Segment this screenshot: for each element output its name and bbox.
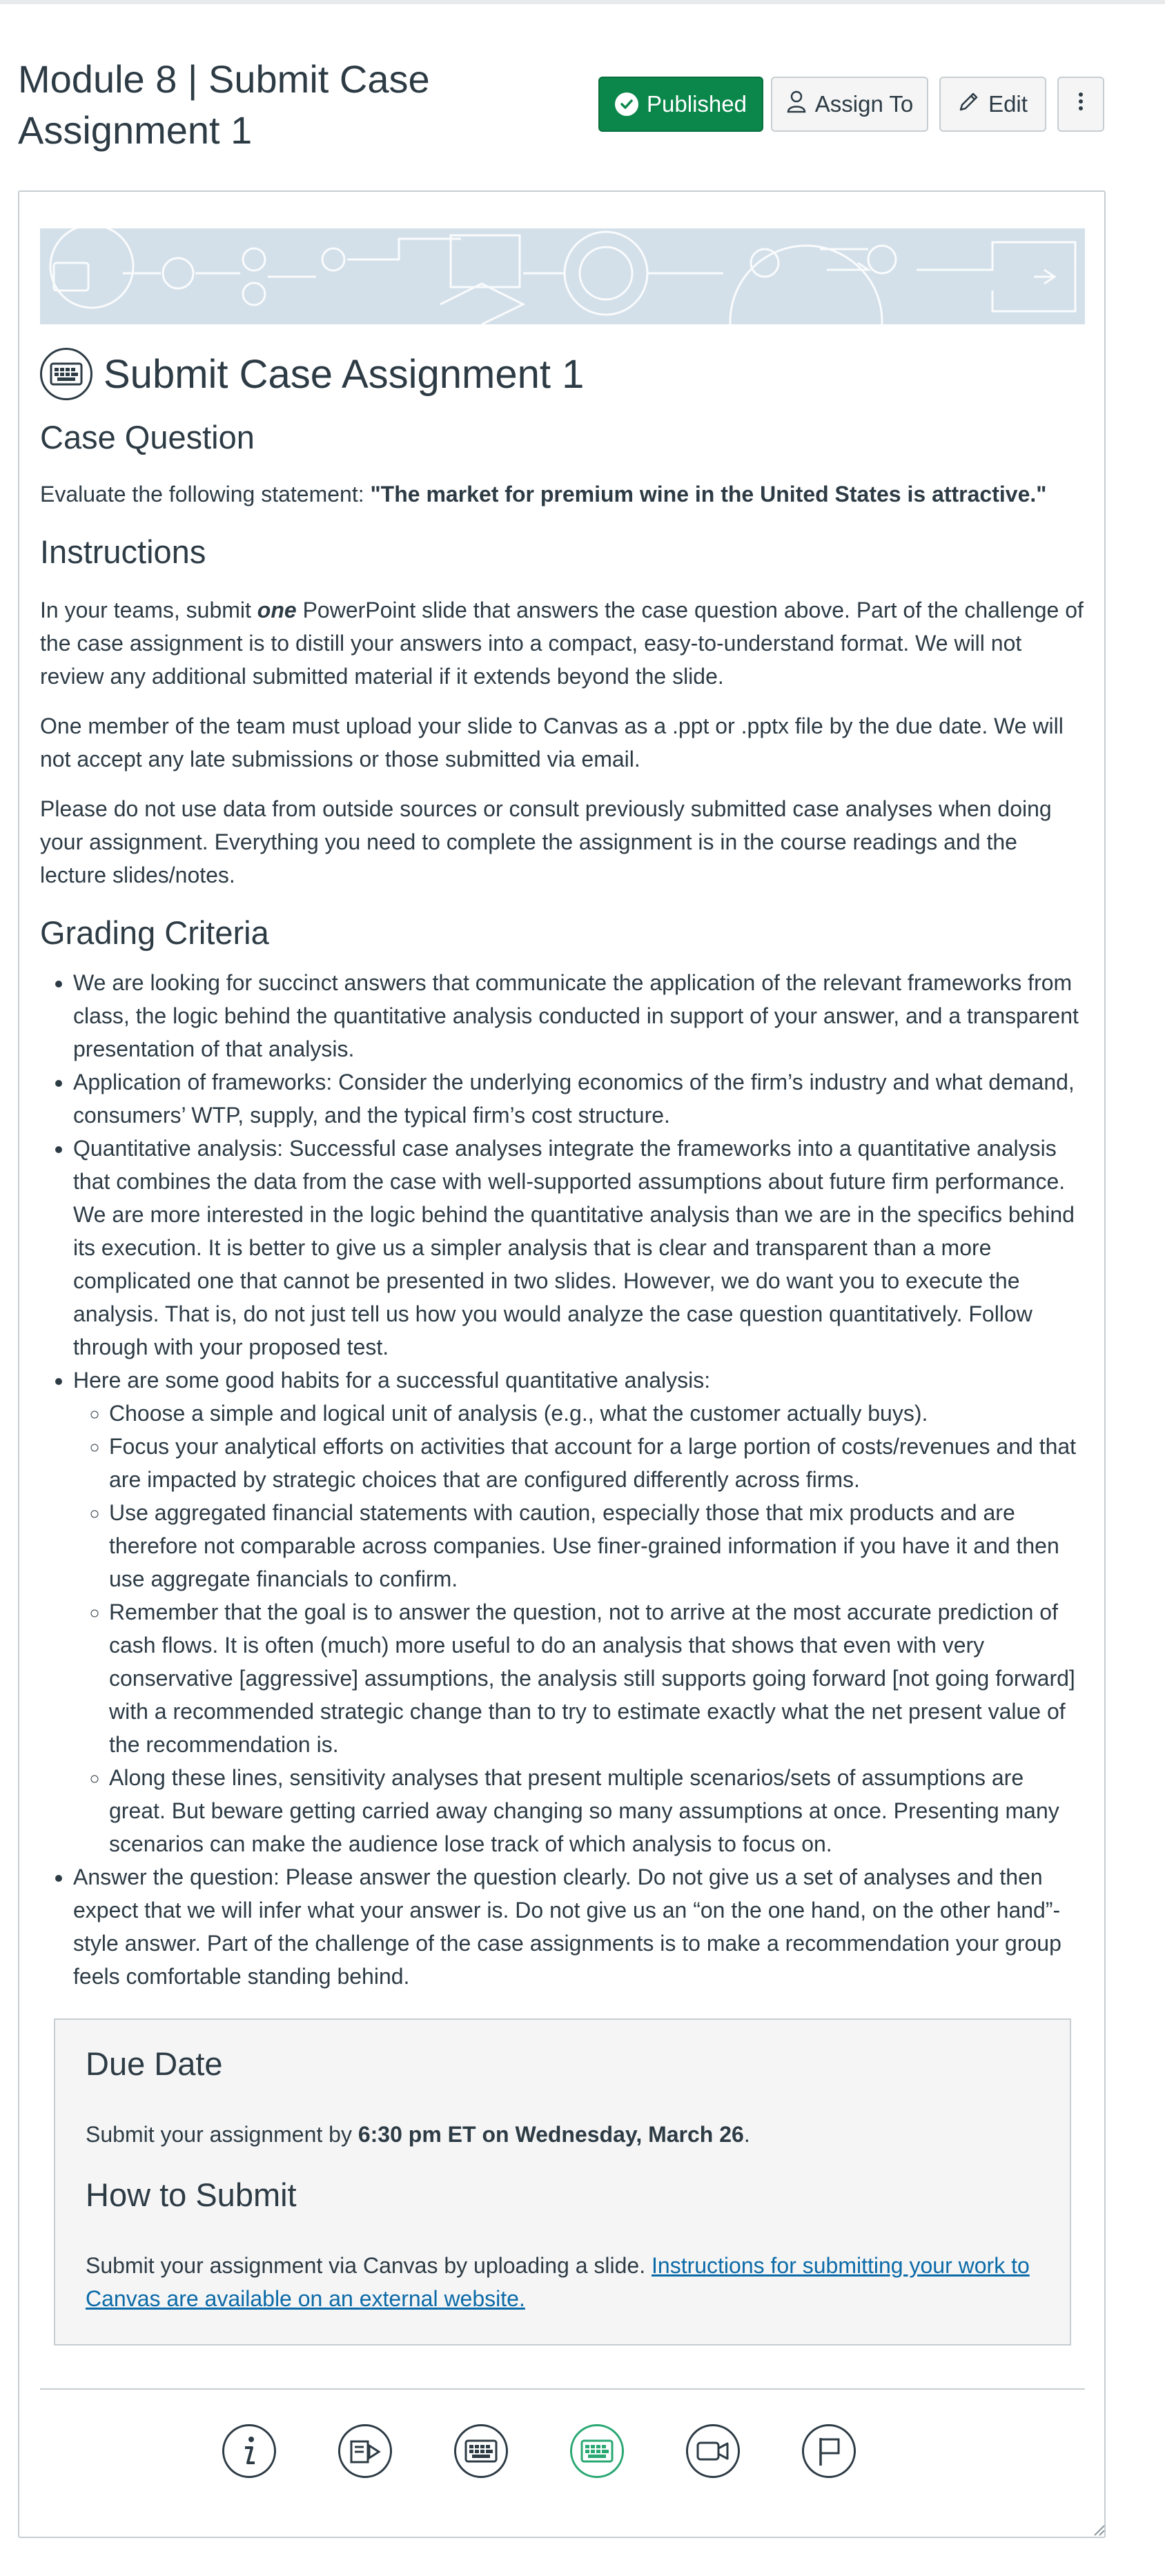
habit-item: ◦ Remember that the goal is to answer the question, not to arrive at the most accurate prediction of cash flows. It is often (much) more useful to do an analysis that shows that even with very conservative [aggressive] assumptions, the analysis still supports going forward [not going forward] with a recommended strategic change than to try to estimate exactly what the net present value of the recommendation is. (109, 1595, 1085, 1761)
resize-handle[interactable] (1090, 2521, 1106, 2537)
grading-criteria-list (40, 966, 1085, 1993)
grading-item: • Here are some good habits for a successful quantitative analysis: ◦ Choose a simple and logical unit of analysis (e.g., what the customer actually buys). ◦ Focus your analytical efforts on activities that account for a large portion of costs/revenues and that are impacted by strategic choices that are configured differently across firms. ◦ Use aggregated financial statements with caution, especially those that mix products and are therefore not comparable across companies. Use finer-grained information if you have it and then use aggregate financials to confirm. ◦ Remember that the goal is to answer the question, not to arrive at the most accurate prediction of cash flows. It is often (much) more useful to do an analysis that shows that even with very conservative [aggressive] assumptions, the analysis still supports going forward [not going forward] with a recommended strategic change than to try to estimate exactly what the net present value of the recommendation is. ◦ Along these lines, sensitivity analyses that present multiple scenarios/sets of assumptions are great. But beware getting carried away changing so many assumptions at once. Presenting many scenarios can make the audience lose track of which analysis to focus on. (73, 1364, 1085, 1860)
grading-item: • Application of frameworks: Consider the underlying economics of the firm’s industry and what demand, consumers’ WTP, supply, and the typical firm’s cost structure. (73, 1065, 1085, 1132)
check-circle-icon (615, 92, 638, 116)
top-border (0, 0, 1165, 4)
flag-icon[interactable] (802, 2424, 856, 2478)
edit-label: Edit (988, 91, 1028, 117)
case-question-heading: Case Question (40, 419, 255, 455)
instructions-paragraph-2: One member of the team must upload your slide to Canvas as a .ppt or .pptx file by the due date. We will not accept any late submissions or those submitted via email. (40, 714, 1064, 771)
how-to-submit-text: Submit your assignment via Canvas by uploading a slide. Instructions for submitting your work to Canvas are available on an external website. (86, 2253, 1030, 2311)
kebab-menu-icon (1078, 91, 1084, 117)
habit-item: ◦ Focus your analytical efforts on activities that account for a large portion of costs/revenues and that are impacted by strategic choices that are configured differently across firms. (109, 1430, 1085, 1496)
due-date-deadline: 6:30 pm ET on Wednesday, March 26 (358, 2122, 744, 2147)
video-play-icon[interactable] (338, 2424, 392, 2478)
user-icon (786, 90, 807, 119)
keyboard-active-icon[interactable] (570, 2424, 624, 2478)
due-date-heading: Due Date (86, 2045, 223, 2082)
due-date-text: Submit your assignment by 6:30 pm ET on Wednesday, March 26. (86, 2122, 750, 2147)
grading-item: • Quantitative analysis: Successful case analyses integrate the frameworks into a quantitative analysis that combines the data from the case with well-supported assumptions about future firm performance. We are more interested in the logic behind the quantitative analysis than we are in the specifics behind its execution. It is better to give us a simpler analysis that is clear and transparent than a more complicated one that cannot be presented in two slides. However, we do want you to execute the analysis. That is, do not just tell us how you would analyze the case question quantitatively. Follow through with your proposed test. (73, 1132, 1085, 1364)
grading-item: • We are looking for succinct answers that communicate the application of the relevant frameworks from class, the logic behind the quantitative analysis conducted in support of your answer, and a transparent presentation of that analysis. (73, 966, 1085, 1065)
page-title: Module 8 | Submit Case Assignment 1 (18, 57, 430, 152)
instructions-paragraph-3: Please do not use data from outside sources or consult previously submitted case analyses when doing your assignment. Everything you need to complete the assignment is in the course readings and the lecture slides/notes. (40, 796, 1052, 887)
assign-to-label: Assign To (814, 91, 914, 117)
info-icon[interactable] (222, 2424, 276, 2478)
more-options-button[interactable] (1057, 77, 1104, 132)
module-banner-image (40, 228, 1085, 324)
assignment-heading (40, 343, 1085, 405)
instructions-paragraph-1: In your teams, submit one PowerPoint slide that answers the case question above. Part of the challenge of the case assignment is to distill your answers into a compact, easy-to-understand format. We will not review any additional submitted material if it extends beyond the slide. (40, 598, 1084, 689)
grading-criteria-heading: Grading Criteria (40, 914, 269, 951)
published-label: Published (647, 91, 747, 117)
edit-button[interactable] (939, 77, 1046, 132)
module-nav-icons (222, 2424, 912, 2481)
case-question-text: Evaluate the following statement: "The market for premium wine in the United States is attractive." (40, 482, 1047, 507)
assign-to-button[interactable] (771, 77, 928, 132)
submission-instructions-link[interactable]: Instructions for submitting your work to Canvas are available on an external website. (86, 2253, 1030, 2311)
pencil-icon (958, 90, 980, 118)
assignment-title: Submit Case Assignment 1 (104, 351, 585, 397)
published-button[interactable] (598, 77, 763, 132)
grading-item: • Answer the question: Please answer the question clearly. Do not give us a set of analyses and then expect that we will infer what your answer is. Do not give us an “on the one hand, on the other hand”-style answer. Part of the challenge of the case assignments is to make a recommendation your group feels comfortable standing behind. (73, 1860, 1085, 1993)
instructions-heading: Instructions (40, 533, 206, 570)
habit-item: ◦ Along these lines, sensitivity analyses that present multiple scenarios/sets of assumptions are great. But beware getting carried away changing so many assumptions at once. Presenting many scenarios can make the audience lose track of which analysis to focus on. (109, 1761, 1085, 1860)
due-date-callout (54, 2018, 1071, 2346)
keyboard-icon (40, 348, 92, 400)
case-statement: "The market for premium wine in the United States is attractive." (370, 482, 1047, 507)
how-to-submit-heading: How to Submit (86, 2176, 297, 2213)
footer-divider (40, 2388, 1085, 2390)
habit-item: ◦ Choose a simple and logical unit of analysis (e.g., what the customer actually buys). (109, 1397, 1085, 1430)
habit-item: ◦ Use aggregated financial statements with caution, especially those that mix products and are therefore not comparable across companies. Use finer-grained information if you have it and then use aggregate financials to confirm. (109, 1496, 1085, 1595)
keyboard-icon[interactable] (454, 2424, 508, 2478)
video-camera-icon[interactable] (686, 2424, 740, 2478)
habits-list (73, 1397, 1085, 1860)
